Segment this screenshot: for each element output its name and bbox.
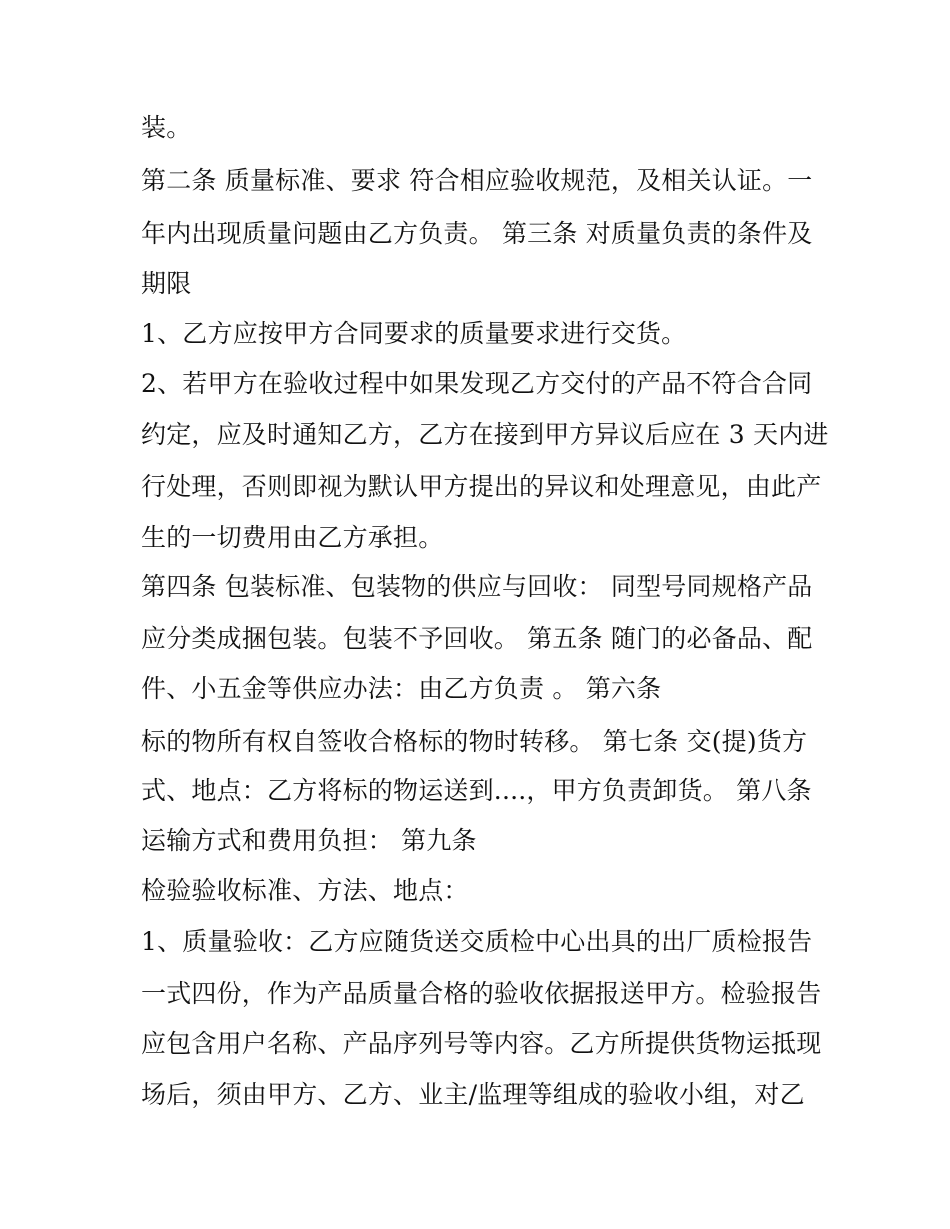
text-line: 场后，须由甲方、乙方、业主/监理等组成的验收小组，对乙 <box>141 1080 805 1109</box>
text-line: 式、地点：乙方将标的物运送到....，甲方负责卸货。 第八条 <box>141 776 812 805</box>
text-line: 1、质量验收：乙方应随货送交质检中心出具的出厂质检报告 <box>141 927 813 956</box>
text-line: 装。 <box>141 113 192 142</box>
text-line: 生的一切费用由乙方承担。 <box>141 523 444 552</box>
text-line: 应包含用户名称、产品序列号等内容。乙方所提供货物运抵现 <box>141 1029 822 1058</box>
text-line: 1、乙方应按甲方合同要求的质量要求进行交货。 <box>141 319 687 348</box>
text-line: 运输方式和费用负担： 第九条 <box>141 826 477 855</box>
text-line: 期限 <box>141 269 192 298</box>
text-line: 件、小五金等供应办法：由乙方负责 。 第六条 <box>141 674 662 703</box>
text-line: 约定，应及时通知乙方，乙方在接到甲方异议后应在 3 天内进 <box>141 420 829 449</box>
text-line: 第二条 质量标准、要求 符合相应验收规范，及相关认证。一 <box>141 166 813 195</box>
text-line: 行处理，否则即视为默认甲方提出的异议和处理意见，由此产 <box>141 472 822 501</box>
text-line: 检验验收标准、方法、地点： <box>141 876 469 905</box>
text-line: 标的物所有权自签收合格标的物时转移。 第七条 交(提)货方 <box>141 727 808 756</box>
text-line: 2、若甲方在验收过程中如果发现乙方交付的产品不符合合同 <box>141 369 813 398</box>
text-line: 一式四份，作为产品质量合格的验收依据报送甲方。检验报告 <box>141 979 822 1008</box>
text-line: 年内出现质量问题由乙方负责。 第三条 对质量负责的条件及 <box>141 219 813 248</box>
text-line: 应分类成捆包装。包装不予回收。 第五条 随门的必备品、配 <box>141 624 813 653</box>
text-line: 第四条 包装标准、包装物的供应与回收： 同型号同规格产品 <box>141 572 813 601</box>
